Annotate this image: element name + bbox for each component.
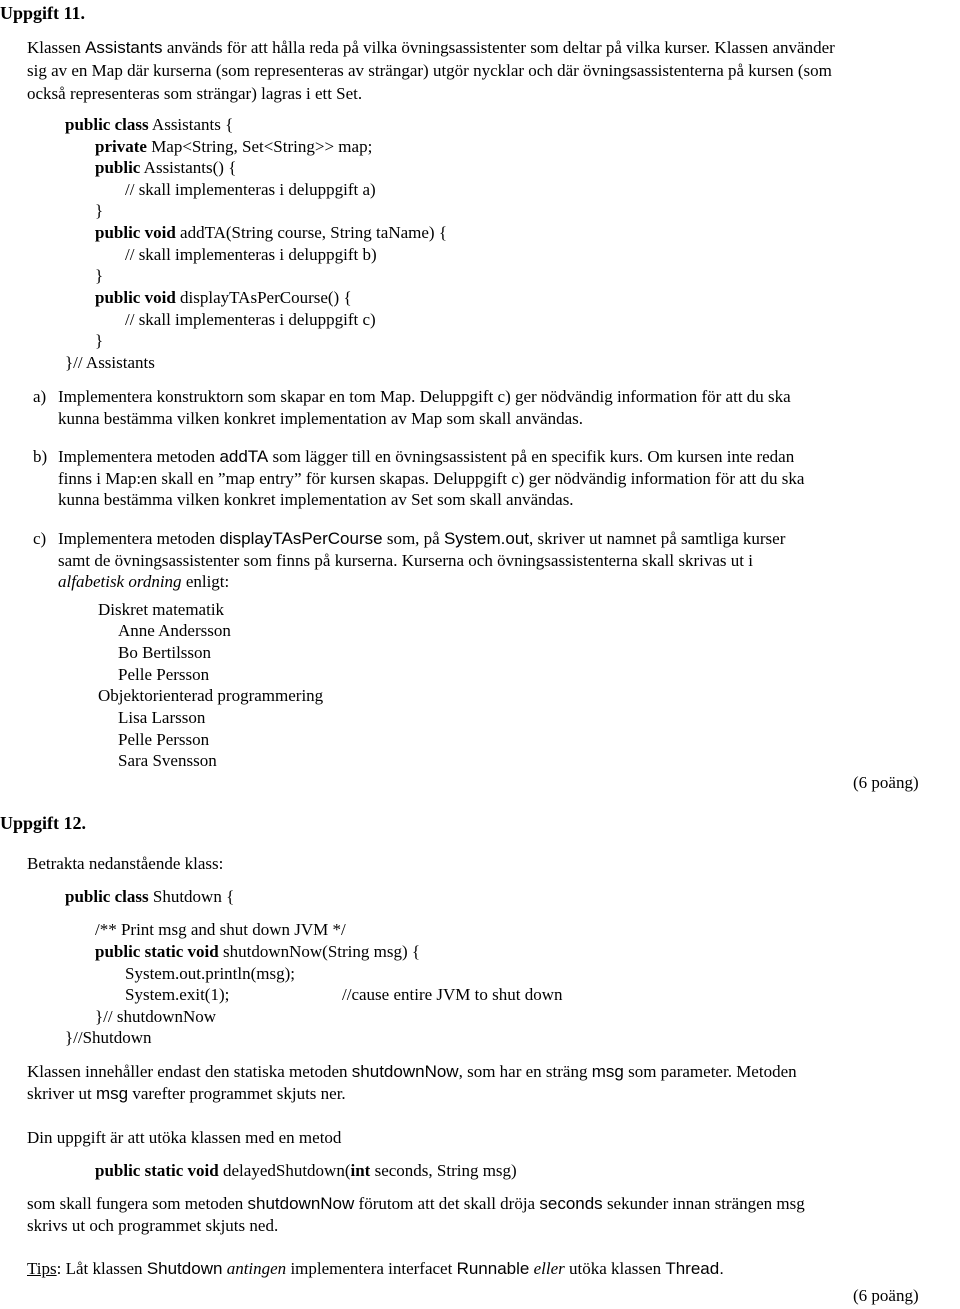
subtask-c-label: c) xyxy=(33,529,47,548)
example-course: Diskret matematik xyxy=(98,600,225,619)
task12-points: (6 poäng) xyxy=(853,1286,919,1305)
example-course: Objektorienterad programmering xyxy=(98,686,324,705)
task12-p3-line2: skrivs ut och programmet skjuts ned. xyxy=(27,1216,279,1235)
code-addta: addTA xyxy=(219,447,269,466)
code-line: public class Assistants { xyxy=(65,115,234,134)
subtask-a-line1: Implementera konstruktorn som skapar en tom Map. Deluppgift c) ger nödvändig information för att du ska xyxy=(58,387,791,406)
code-line: } xyxy=(95,266,104,285)
code-line: private Map<String, Set<String>> map; xyxy=(95,137,373,156)
task12-p3-line1: som skall fungera som metoden shutdownNow förutom att det skall dröja seconds sekunder innan strängen msg xyxy=(27,1194,805,1213)
subtask-a-line2: kunna bestämma vilken konkret implementation av Map som skall användas. xyxy=(58,409,583,428)
task11-intro-line1: Klassen Assistants används för att hålla reda på vilka övningsassistenter som deltar på vilka kurser. Klassen använder xyxy=(27,38,835,57)
code-comment: // skall implementeras i deluppgift a) xyxy=(125,180,376,199)
code-line: }// Assistants xyxy=(65,353,155,372)
subtask-b-line2: finns i Map:en skall en ”map entry” för kursen skapas. Deluppgift c) ger nödvändig information för att du ska xyxy=(58,469,805,488)
subtask-a-label: a) xyxy=(33,387,47,406)
code-comment: /** Print msg and shut down JVM */ xyxy=(95,920,346,939)
code-thread: Thread xyxy=(665,1259,720,1278)
subtask-c-line1: Implementera metoden displayTAsPerCourse som, på System.out, skriver ut namnet på samtliga kurser xyxy=(58,529,786,548)
code-shutdown: Shutdown xyxy=(146,1259,223,1278)
example-ta: Pelle Persson xyxy=(118,665,210,684)
code-line: } xyxy=(95,331,104,350)
code-comment: // skall implementeras i deluppgift b) xyxy=(125,245,377,264)
code-line: }// shutdownNow xyxy=(95,1007,217,1026)
subtask-b-label: b) xyxy=(33,447,48,466)
task12-tips: Tips: Låt klassen Shutdown antingen implementera interfacet Runnable eller utöka klassen Thread. xyxy=(27,1259,724,1278)
code-seconds: seconds xyxy=(539,1194,603,1213)
code-line: public static void shutdownNow(String msg) { xyxy=(95,942,421,961)
task12-p1-line1: Klassen innehåller endast den statiska metoden shutdownNow, som har en sträng msg som parameter. Metoden xyxy=(27,1062,797,1081)
task11-points: (6 poäng) xyxy=(853,773,919,792)
task12-intro: Betrakta nedanstående klass: xyxy=(27,854,224,873)
code-shutdownnow: shutdownNow xyxy=(351,1062,459,1081)
code-line: }//Shutdown xyxy=(65,1028,152,1047)
code-line: System.out.println(msg); xyxy=(125,964,295,983)
code-system-out: System.out xyxy=(443,529,530,548)
subtask-c-line2: samt de övningsassistenter som finns på kurserna. Kurserna och övningsassistenterna skall skrivas ut i xyxy=(58,551,753,570)
task12-p2: Din uppgift är att utöka klassen med en metod xyxy=(27,1128,342,1147)
example-ta: Bo Bertilsson xyxy=(118,643,212,662)
code-runnable: Runnable xyxy=(456,1259,530,1278)
code-msg: msg xyxy=(95,1084,129,1103)
code-line: System.exit(1); xyxy=(125,985,230,1004)
example-ta: Lisa Larsson xyxy=(118,708,206,727)
code-line: public Assistants() { xyxy=(95,158,237,177)
task12-heading: Uppgift 12. xyxy=(0,813,87,833)
tips-label: Tips xyxy=(27,1259,57,1278)
task11-intro-line3: också representeras som strängar) lagras i ett Set. xyxy=(27,84,363,103)
task11-intro-line2: sig av en Map där kurserna (som representeras av strängar) utgör nycklar och där övningsassistenterna på kursen (som xyxy=(27,61,832,80)
method-signature: public static void delayedShutdown(int seconds, String msg) xyxy=(95,1161,517,1180)
example-ta: Anne Andersson xyxy=(118,621,231,640)
code-comment: // skall implementeras i deluppgift c) xyxy=(125,310,376,329)
code-line: public void addTA(String course, String taName) { xyxy=(95,223,447,242)
code-line: } xyxy=(95,201,104,220)
code-comment: //cause entire JVM to shut down xyxy=(342,985,563,1004)
code-msg: msg xyxy=(591,1062,624,1081)
task11-heading: Uppgift 11. xyxy=(0,3,86,23)
example-ta: Pelle Persson xyxy=(118,730,210,749)
subtask-c-line3: alfabetisk ordning enligt: xyxy=(58,572,230,591)
subtask-b-line1: Implementera metoden addTA som lägger till en övningsassistent på en specifik kurs. Om kursen inte redan xyxy=(58,447,795,466)
code-assistants: Assistants xyxy=(85,38,163,57)
example-ta: Sara Svensson xyxy=(118,751,217,770)
subtask-b-line3: kunna bestämma vilken konkret implementation av Set som skall användas. xyxy=(58,490,574,509)
code-line: public void displayTAsPerCourse() { xyxy=(95,288,352,307)
code-line: public class Shutdown { xyxy=(65,887,235,906)
code-shutdownnow: shutdownNow xyxy=(247,1194,355,1213)
code-displaytaspercourse: displayTAsPerCourse xyxy=(219,529,383,548)
task12-p1-line2: skriver ut msg varefter programmet skjuts ner. xyxy=(27,1084,346,1103)
